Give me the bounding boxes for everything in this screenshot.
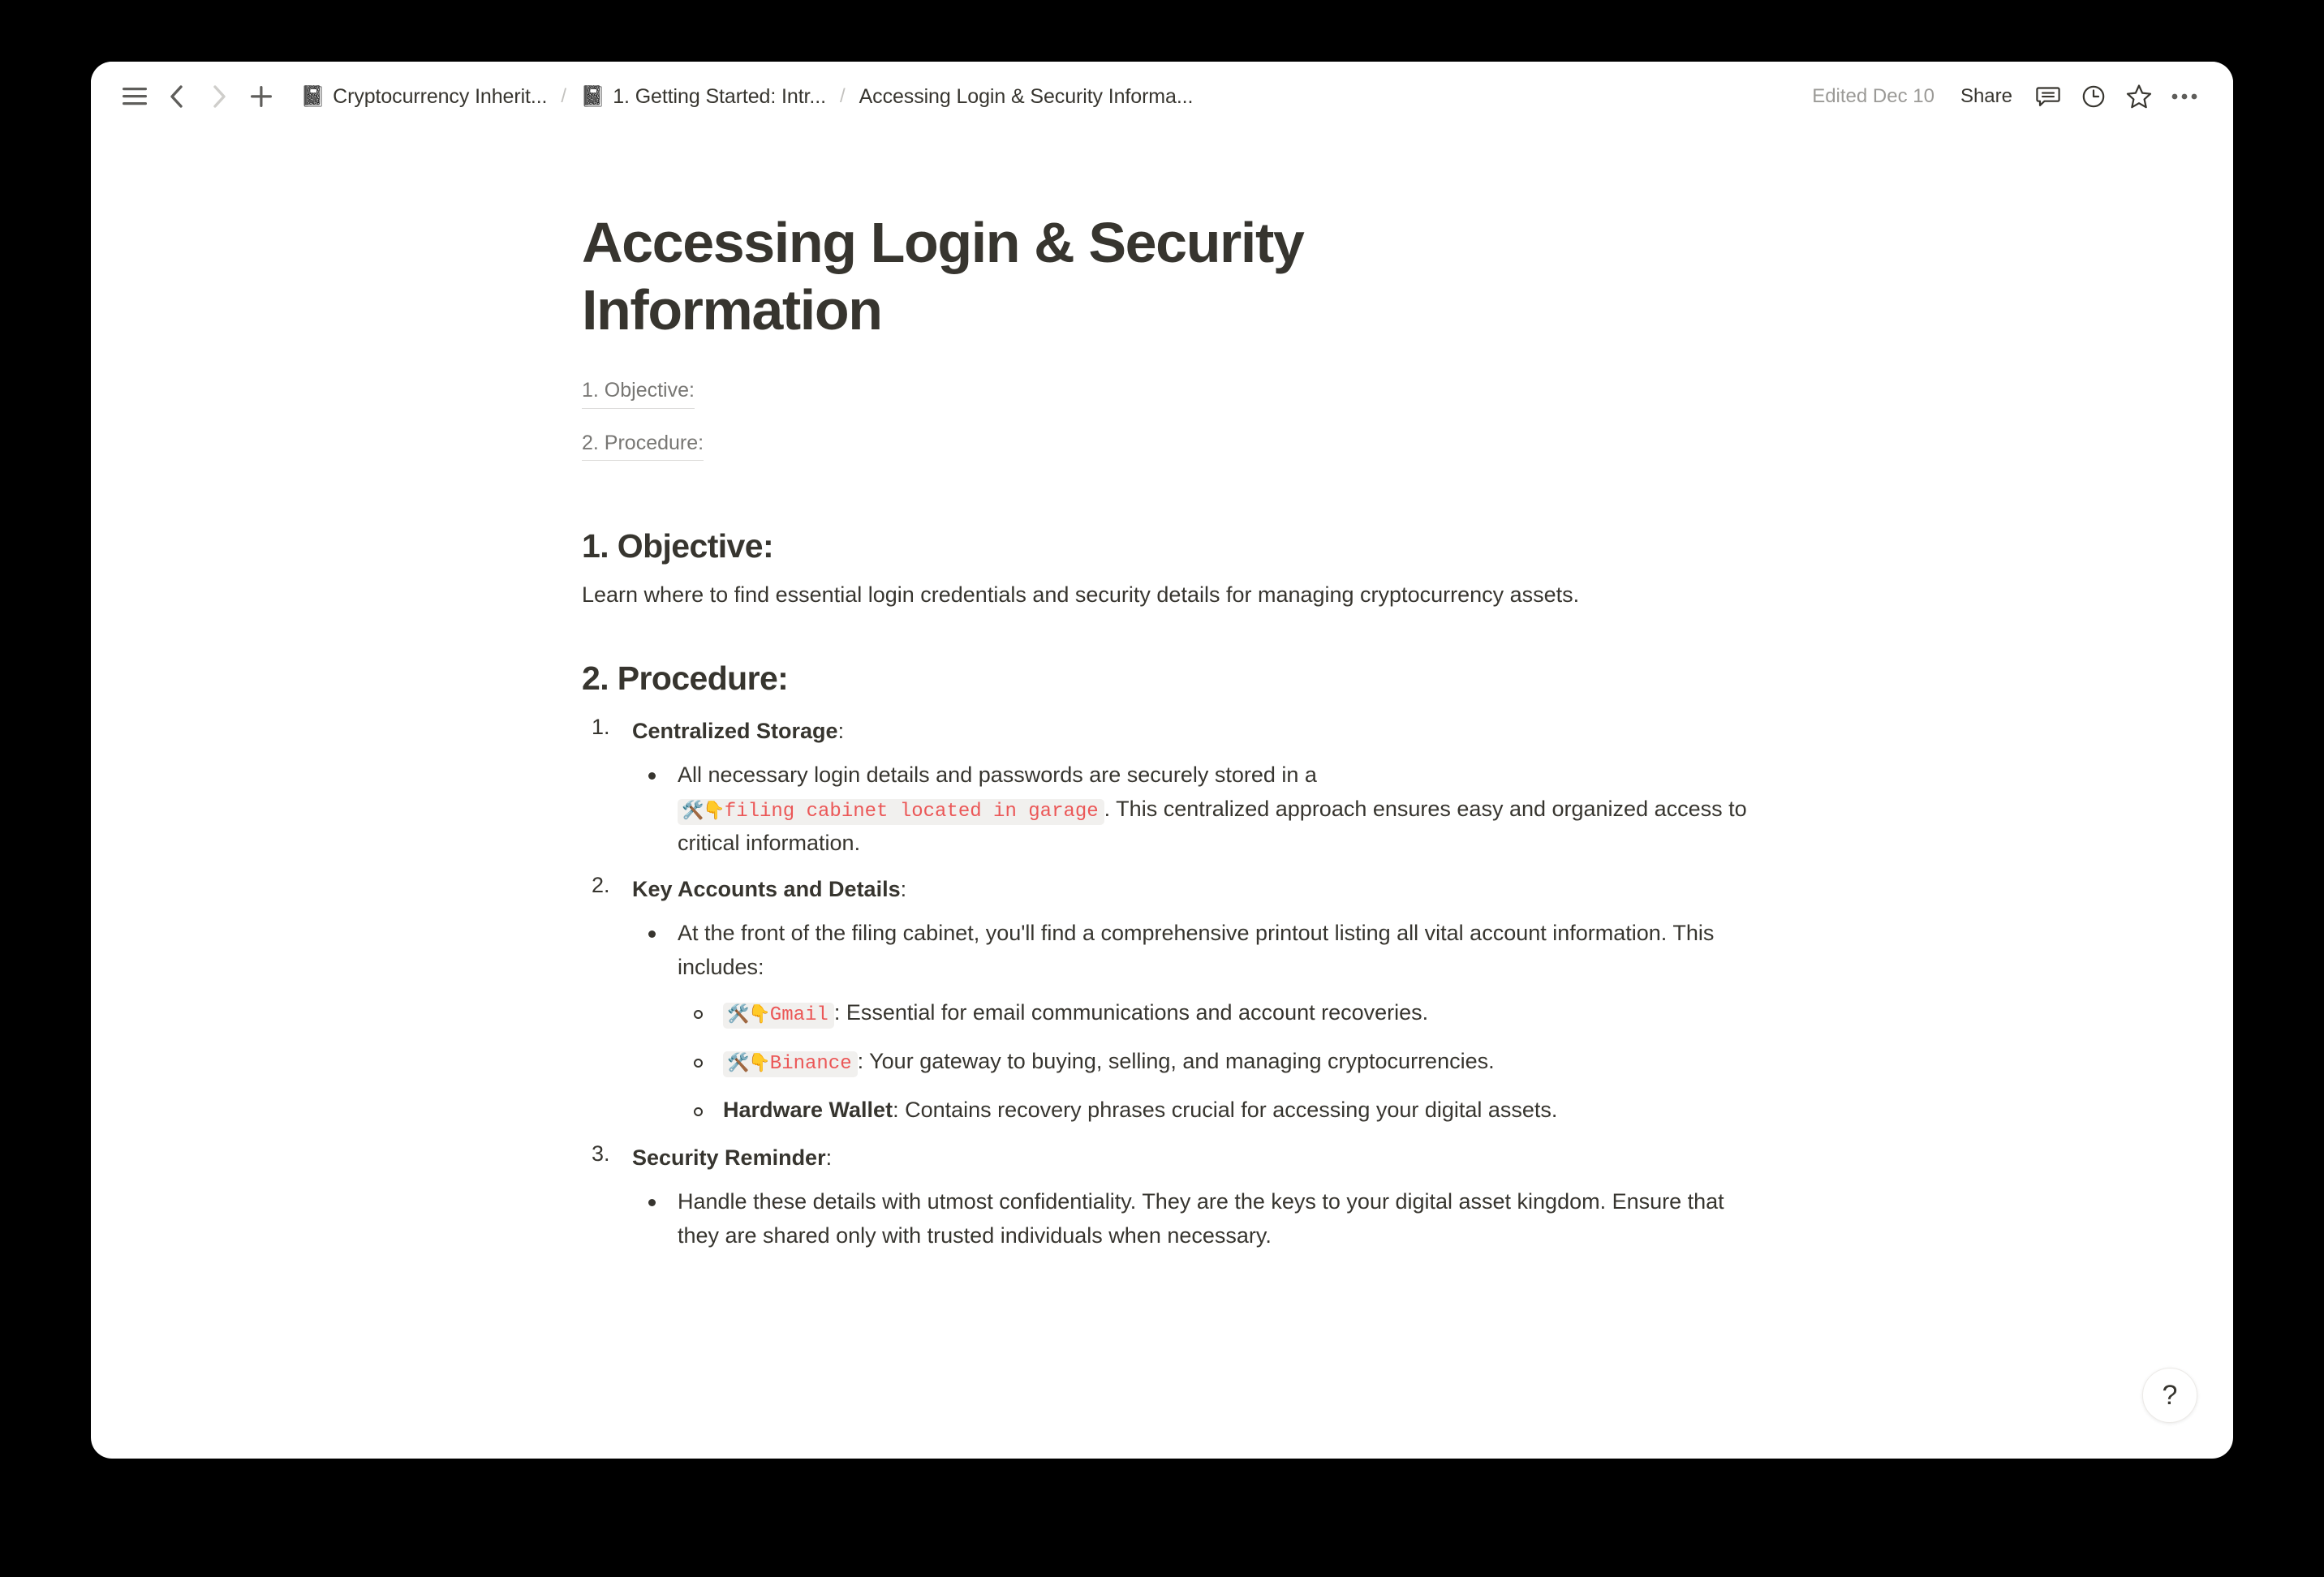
page-title: Accessing Login & Security Information: [582, 211, 1304, 342]
bullet-text-post: . This centralized approach ensures easy and organized access to critical information.: [678, 796, 1747, 855]
toc-item-objective[interactable]: 1. Objective:: [582, 376, 695, 409]
bullet-list: [632, 754, 1750, 865]
breadcrumb-item-1[interactable]: [294, 81, 553, 113]
procedure-item-title-row: [632, 711, 1750, 753]
notebook-icon: 📓: [300, 84, 326, 108]
breadcrumb-item-2-label: 1. Getting Started: Intr...: [613, 84, 826, 108]
bullet-text: [678, 754, 1750, 865]
document-scroll-area[interactable]: [91, 131, 2233, 1459]
procedure-item-colon: :: [900, 877, 907, 902]
help-button[interactable]: ?: [2142, 1368, 2197, 1423]
mention-chip-label: filing cabinet located in garage: [724, 800, 1099, 823]
mention-chip-binance[interactable]: [723, 1051, 858, 1077]
procedure-item-title-row: [632, 1137, 1750, 1180]
list-item: [632, 913, 1750, 1131]
more-options-icon[interactable]: [2163, 75, 2206, 118]
list-item: [678, 992, 1750, 1034]
procedure-list: [582, 711, 1750, 1257]
breadcrumb-item-2[interactable]: [574, 81, 833, 113]
breadcrumb-item-1-label: Cryptocurrency Inherit...: [333, 84, 548, 108]
sub-bullet-text: [723, 1041, 1750, 1083]
clock-history-icon[interactable]: [2072, 75, 2115, 118]
list-item: [678, 1041, 1750, 1083]
tools-and-pointing-down-icon: 🛠️👇: [727, 1003, 770, 1025]
mention-chip-label: Gmail: [769, 1003, 828, 1026]
heading-procedure: 2. Procedure:: [582, 660, 789, 698]
bullet-text-pre: All necessary login details and passwords are securely stored in a: [678, 762, 1317, 787]
bullet-text: [678, 913, 1750, 989]
breadcrumb: [294, 81, 1199, 113]
bullet-list: [632, 1181, 1750, 1257]
toc-row: [582, 428, 1750, 481]
top-bar: [91, 62, 2233, 131]
sub-bullet-list: [678, 992, 1750, 1132]
heading-objective: 1. Objective:: [582, 527, 774, 565]
tools-and-pointing-down-icon: 🛠️👇: [727, 1052, 770, 1073]
star-icon[interactable]: [2118, 75, 2160, 118]
chevron-right-icon[interactable]: [198, 75, 240, 118]
bullet-text-pre: At the front of the filing cabinet, you'll find a comprehensive printout listing all vital account information. This includes:: [678, 921, 1715, 980]
procedure-item-title: Security Reminder: [632, 1145, 826, 1171]
edited-timestamp: Edited Dec 10: [1812, 85, 1935, 107]
sub-bullet-text: [723, 992, 1750, 1034]
list-item: [632, 1181, 1750, 1257]
breadcrumb-separator: /: [839, 85, 846, 107]
tools-and-pointing-down-icon: 🛠️👇: [682, 800, 725, 821]
table-of-contents: [582, 376, 1750, 480]
list-item: [582, 869, 1750, 1131]
procedure-item-title: Centralized Storage: [632, 719, 838, 744]
list-item: [632, 754, 1750, 865]
document-content: [574, 131, 1750, 1257]
plus-icon[interactable]: [240, 75, 282, 118]
breadcrumb-item-3-label: Accessing Login & Security Informa...: [859, 84, 1194, 108]
procedure-item-title-row: [632, 869, 1750, 911]
sub-bullet-bold-label: Hardware Wallet: [723, 1097, 893, 1122]
top-bar-right: [1801, 75, 2206, 118]
chevron-left-icon[interactable]: [156, 75, 198, 118]
procedure-item-colon: :: [825, 1145, 833, 1171]
sub-bullet-after: : Your gateway to buying, selling, and managing cryptocurrencies.: [857, 1048, 1495, 1073]
top-bar-left: [114, 75, 1801, 118]
sub-bullet-after: : Contains recovery phrases crucial for accessing your digital assets.: [893, 1097, 1558, 1122]
app-window: [91, 62, 2233, 1459]
mention-chip-gmail[interactable]: [723, 1003, 834, 1029]
share-button[interactable]: Share: [1960, 85, 2012, 107]
breadcrumb-item-3[interactable]: [853, 81, 1200, 113]
mention-chip-filing-cabinet[interactable]: [678, 799, 1104, 825]
sub-bullet-text: [723, 1089, 1750, 1132]
toc-row: [582, 376, 1750, 428]
bullet-text-pre: Handle these details with utmost confidentiality. They are the keys to your digital asset kingdom. Ensure that they are shared only with trusted individuals when necessary.: [678, 1189, 1724, 1248]
breadcrumb-separator: /: [561, 85, 567, 107]
mention-chip-label: Binance: [769, 1052, 852, 1075]
comment-icon[interactable]: [2027, 75, 2069, 118]
bullet-list: [632, 913, 1750, 1131]
list-item: [678, 1089, 1750, 1132]
procedure-item-colon: :: [837, 719, 845, 744]
list-item: [582, 1137, 1750, 1257]
toc-item-procedure[interactable]: 2. Procedure:: [582, 428, 704, 462]
hamburger-menu-icon[interactable]: [114, 75, 156, 118]
sub-bullet-after: : Essential for email communications and account recoveries.: [833, 999, 1429, 1025]
list-item: [582, 711, 1750, 864]
notebook-icon: 📓: [580, 84, 606, 108]
bullet-text: [678, 1181, 1750, 1257]
objective-paragraph: Learn where to find essential login credentials and security details for managing cryptocurrency assets.: [582, 582, 1580, 608]
procedure-item-title: Key Accounts and Details: [632, 877, 901, 902]
